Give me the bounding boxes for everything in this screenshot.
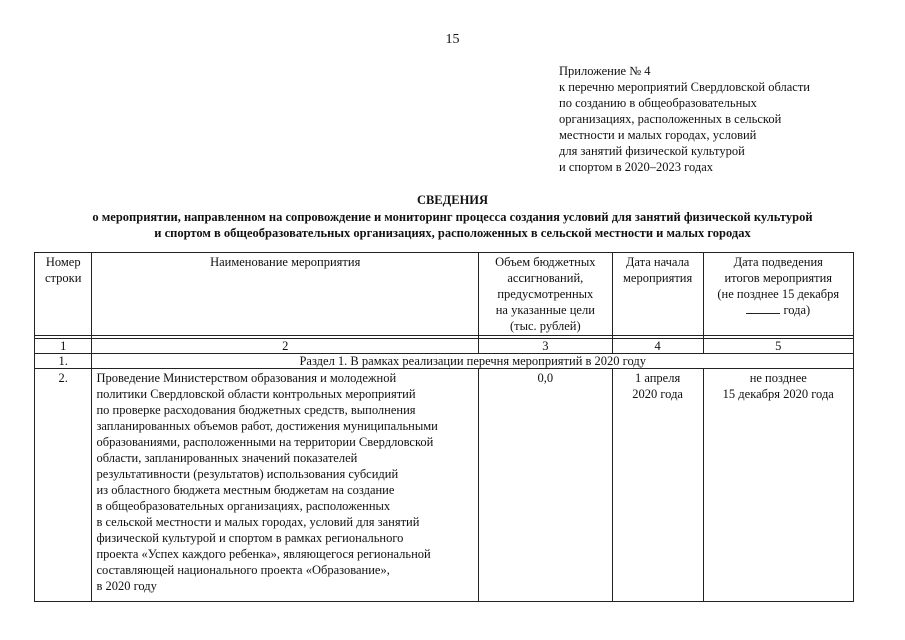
header-text: мероприятия (622, 271, 693, 285)
measure-name-line: Проведение Министерством образования и молодежной (96, 371, 397, 385)
section-number: 1. (35, 354, 92, 369)
end-date (703, 369, 853, 602)
column-number: 2 (92, 339, 479, 354)
budget-amount: 0,0 (478, 369, 612, 602)
header-text: ассигнований, (507, 271, 584, 285)
start-date-line: 1 апреля (634, 371, 681, 385)
measure-name-line: образованиями, расположенными на территории Свердловской (96, 435, 434, 449)
start-date-line: 2020 года (632, 387, 683, 401)
column-number: 3 (478, 339, 612, 354)
measure-name-line: запланированных объемов работ, достижения муниципальными (96, 419, 438, 433)
header-text: Дата начала (625, 255, 690, 269)
header-budget (478, 253, 612, 336)
appendix-line: для занятий физической культурой (559, 144, 745, 158)
column-number: 1 (35, 339, 92, 354)
header-text: года) (783, 303, 811, 317)
appendix-line: по созданию в общеобразовательных (559, 96, 757, 110)
subtitle-line-2: и спортом в общеобразовательных организациях, расположенных в сельской местности и малых городах (154, 226, 751, 240)
header-measure-name: Наименование мероприятия (92, 253, 479, 336)
header-text: Номер (45, 255, 81, 269)
page-number: 15 (445, 32, 460, 47)
measure-name (92, 369, 479, 602)
column-number-row (35, 339, 854, 354)
measure-name-line: физической культурой и спортом в рамках регионального (96, 531, 404, 545)
measure-name-line: из областного бюджета местным бюджетам на создание (96, 483, 395, 497)
measure-name-line: в общеобразовательных организациях, расположенных (96, 499, 391, 513)
start-date (612, 369, 703, 602)
header-text: (тыс. рублей) (509, 319, 581, 333)
appendix-line: Приложение № 4 (559, 64, 651, 78)
measure-name-line: в 2020 году (96, 579, 157, 593)
appendix-line: местности и малых городах, условий (559, 128, 757, 142)
appendix-note (559, 63, 879, 175)
header-end-date (703, 253, 853, 336)
header-text: на указанные цели (495, 303, 595, 317)
header-text: итогов мероприятия (724, 271, 833, 285)
measure-name-line: политики Свердловской области контрольных мероприятий (96, 387, 416, 401)
end-date-line: 15 декабря 2020 года (722, 387, 834, 401)
table-row (35, 369, 854, 602)
appendix-line: и спортом в 2020–2023 годах (559, 160, 713, 174)
table-header-row (35, 253, 854, 336)
header-text: Объем бюджетных (495, 255, 596, 269)
measures-table (34, 252, 854, 602)
measure-name-line: результативности (результатов) использования субсидий (96, 467, 399, 481)
header-text: предусмотренных (497, 287, 594, 301)
column-number: 4 (612, 339, 703, 354)
column-number: 5 (703, 339, 853, 354)
document-subtitle (0, 209, 905, 241)
measure-name-line: в сельской местности и малых городах, условий для занятий (96, 515, 420, 529)
subtitle-line-1: о мероприятии, направленном на сопровождение и мониторинг процесса создания условий для занятий физической культурой (92, 210, 813, 224)
measure-name-line: составляющей национального проекта «Образование», (96, 563, 390, 577)
header-text: Дата подведения (733, 255, 823, 269)
appendix-line: к перечню мероприятий Свердловской области (559, 80, 810, 94)
section-row (35, 354, 854, 369)
measure-name-line: по проверке расходования бюджетных средств, выполнения (96, 403, 416, 417)
measure-name-line: области, запланированных значений показателей (96, 451, 358, 465)
document-title: СВЕДЕНИЯ (416, 193, 489, 207)
blank-line (746, 303, 780, 314)
section-title: Раздел 1. В рамках реализации перечня мероприятий в 2020 году (92, 354, 854, 369)
header-row-number (35, 253, 92, 336)
appendix-line: организациях, расположенных в сельской (559, 112, 782, 126)
row-number: 2. (35, 369, 92, 602)
end-date-line: не позднее (749, 371, 807, 385)
header-text: строки (45, 271, 82, 285)
header-text: (не позднее 15 декабря (717, 287, 840, 301)
measure-name-line: проекта «Успех каждого ребенка», являющегося региональной (96, 547, 431, 561)
header-text (708, 302, 849, 318)
header-start-date (612, 253, 703, 336)
